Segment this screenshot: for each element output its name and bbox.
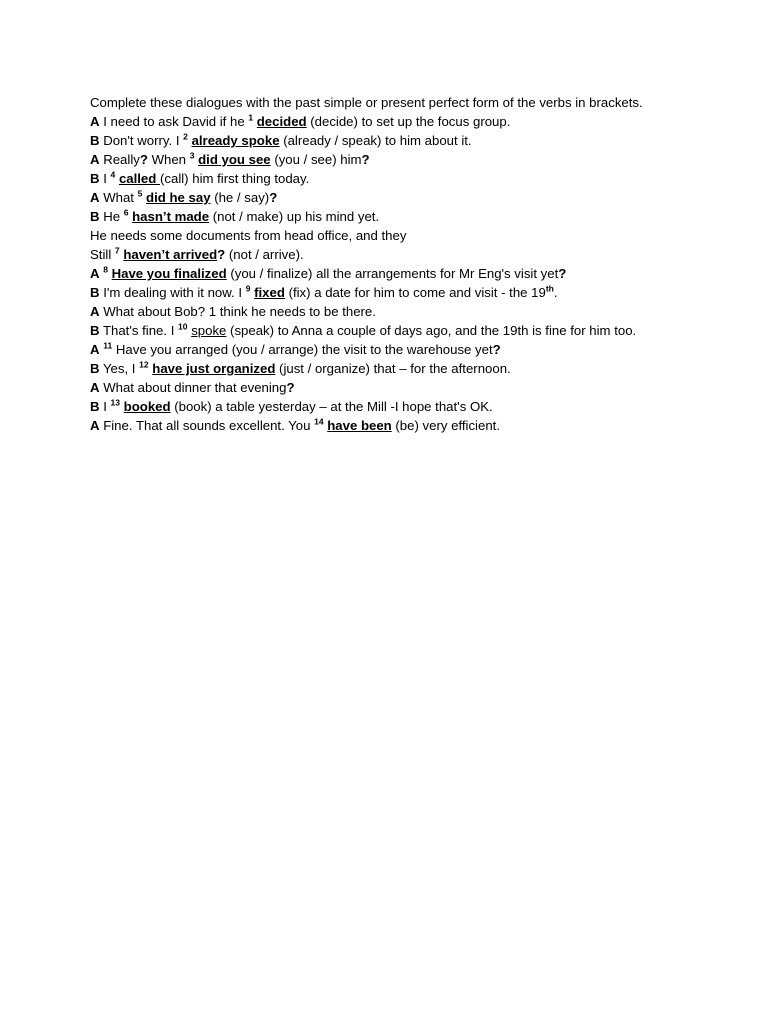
item-number: 7 bbox=[114, 245, 120, 256]
line-text: (not / arrive). bbox=[225, 247, 304, 262]
line-text: I need to ask David if he bbox=[99, 114, 249, 129]
dialogue-line-6 bbox=[90, 207, 750, 226]
line-text: I'm dealing with it now. I bbox=[99, 285, 246, 300]
line-text: Fine. That all sounds excellent. You bbox=[99, 418, 315, 433]
item-number: 4 bbox=[110, 169, 116, 180]
answer-text: hasn’t made bbox=[132, 209, 210, 224]
line-text: I bbox=[99, 399, 111, 414]
question-mark: ? bbox=[361, 152, 370, 167]
speaker-label: A bbox=[90, 342, 100, 357]
answer-text: fixed bbox=[254, 285, 285, 300]
answer-text: have just organized bbox=[152, 361, 276, 376]
line-text: (be) very efficient. bbox=[391, 418, 500, 433]
item-number: 9 bbox=[245, 283, 251, 294]
dialogue-line-3 bbox=[90, 150, 750, 169]
line-text: (you / see) him bbox=[270, 152, 362, 167]
line-text: He bbox=[99, 209, 124, 224]
item-number: 10 bbox=[178, 321, 188, 332]
item-number: 8 bbox=[103, 264, 108, 275]
question-mark: ? bbox=[217, 247, 226, 262]
answer-text: have been bbox=[327, 418, 392, 433]
dialogue-line-8 bbox=[90, 245, 750, 264]
dialogue-line-16 bbox=[90, 397, 750, 416]
question-mark: ? bbox=[139, 152, 148, 167]
speaker-label: B bbox=[90, 361, 100, 376]
line-text: (just / organize) that – for the afternoon. bbox=[275, 361, 511, 376]
speaker-label: A bbox=[90, 304, 100, 319]
answer-text: decided bbox=[256, 114, 307, 129]
item-number: 3 bbox=[189, 150, 195, 161]
dialogue-line-12 bbox=[90, 321, 750, 340]
item-number: 12 bbox=[139, 359, 149, 370]
line-text: When bbox=[147, 152, 190, 167]
answer-text: booked bbox=[123, 399, 171, 414]
question-mark: ? bbox=[558, 266, 567, 281]
speaker-label: B bbox=[90, 133, 100, 148]
speaker-label: A bbox=[90, 114, 100, 129]
line-text: That's fine. I bbox=[99, 323, 179, 338]
answer-text: haven’t arrived bbox=[123, 247, 218, 262]
question-mark: ? bbox=[492, 342, 501, 357]
line-text: . bbox=[553, 285, 558, 300]
item-number: 14 bbox=[314, 416, 324, 427]
question-mark: ? bbox=[269, 190, 278, 205]
line-text: I bbox=[99, 171, 111, 186]
line-text: Don't worry. I bbox=[99, 133, 184, 148]
line-text: Still bbox=[90, 247, 115, 262]
speaker-label: A bbox=[90, 380, 100, 395]
dialogue-line-13 bbox=[90, 340, 750, 359]
dialogue-line-5 bbox=[90, 188, 750, 207]
dialogue-line-11 bbox=[90, 302, 750, 321]
speaker-label: B bbox=[90, 209, 100, 224]
item-number: 6 bbox=[123, 207, 129, 218]
answer-text: already spoke bbox=[191, 133, 280, 148]
answer-text: Have you finalized bbox=[111, 266, 227, 281]
item-number: 13 bbox=[110, 397, 120, 408]
dialogue-line-17 bbox=[90, 416, 750, 435]
item-number: 5 bbox=[137, 188, 143, 199]
item-number: 11 bbox=[103, 340, 113, 351]
line-text: (call) him first thing today. bbox=[160, 171, 310, 186]
line-text: (not / make) up his mind yet. bbox=[209, 209, 380, 224]
answer-text: called bbox=[118, 171, 160, 186]
speaker-label: B bbox=[90, 399, 100, 414]
line-text: (already / speak) to him about it. bbox=[279, 133, 472, 148]
speaker-label: B bbox=[90, 285, 100, 300]
dialogue-line-7: He needs some documents from head office, and they bbox=[90, 228, 407, 243]
exercise-document bbox=[90, 93, 750, 435]
dialogue-line-15 bbox=[90, 378, 750, 397]
instructions: Complete these dialogues with the past simple or present perfect form of the verbs in brackets. bbox=[90, 95, 643, 110]
line-text: Have you arranged (you / arrange) the visit to the warehouse yet bbox=[112, 342, 493, 357]
answer-text: spoke bbox=[191, 323, 227, 338]
line-text: What about dinner that evening bbox=[99, 380, 287, 395]
dialogue-line-2 bbox=[90, 131, 750, 150]
dialogue-line-9 bbox=[90, 264, 750, 283]
dialogue-line-10 bbox=[90, 283, 750, 302]
answer-text: did you see bbox=[198, 152, 271, 167]
item-number: 2 bbox=[183, 131, 188, 142]
line-text: (speak) to Anna a couple of days ago, and the 19th is fine for him too. bbox=[226, 323, 637, 338]
dialogue-line-14 bbox=[90, 359, 750, 378]
speaker-label: B bbox=[90, 323, 100, 338]
ordinal-suffix: th bbox=[545, 283, 554, 294]
line-text: (you / finalize) all the arrangements for Mr Eng's visit yet bbox=[226, 266, 559, 281]
line-text: (he / say) bbox=[210, 190, 270, 205]
speaker-label: A bbox=[90, 266, 100, 281]
line-text: Yes, I bbox=[99, 361, 140, 376]
line-text: What bbox=[99, 190, 138, 205]
answer-text: did he say bbox=[146, 190, 211, 205]
question-mark: ? bbox=[286, 380, 295, 395]
dialogue-line-4 bbox=[90, 169, 750, 188]
speaker-label: B bbox=[90, 171, 100, 186]
line-text: What about Bob? 1 think he needs to be there. bbox=[99, 304, 376, 319]
line-text: (decide) to set up the focus group. bbox=[306, 114, 511, 129]
line-text: Really bbox=[99, 152, 140, 167]
speaker-label: A bbox=[90, 152, 100, 167]
speaker-label: A bbox=[90, 418, 100, 433]
line-text: (fix) a date for him to come and visit - the 19 bbox=[284, 285, 546, 300]
speaker-label: A bbox=[90, 190, 100, 205]
line-text: (book) a table yesterday – at the Mill -I hope that's OK. bbox=[170, 399, 493, 414]
item-number: 1 bbox=[248, 112, 254, 123]
dialogue-line-1 bbox=[90, 112, 750, 131]
